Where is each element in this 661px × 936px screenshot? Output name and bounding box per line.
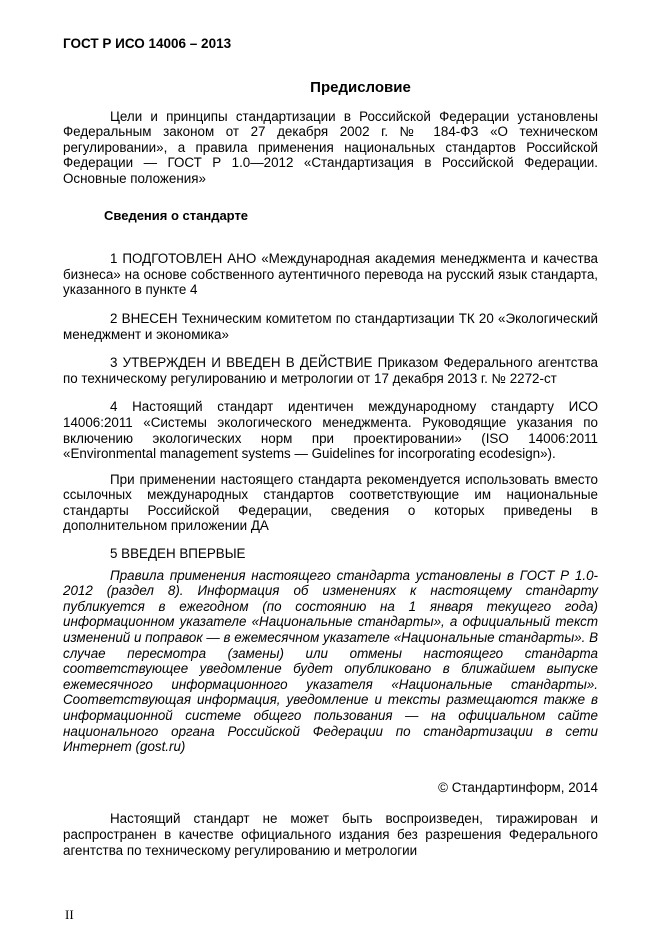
info-item-1: 1 ПОДГОТОВЛЕН АНО «Международная академия менеджмента и качества бизнеса» на основе собственного аутентичного перевода на русский язык стандарта, указанного в пункте 4 [63, 251, 598, 298]
page-number: II [65, 907, 74, 922]
document-header: ГОСТ Р ИСО 14006 – 2013 [63, 36, 232, 51]
copyright-line: © Стандартинформ, 2014 [438, 779, 598, 795]
page-content [63, 80, 598, 858]
section-heading: Сведения о стандарте [104, 207, 249, 223]
page-title: Предисловие [310, 79, 411, 96]
rules-note: Правила применения настоящего стандарта установлены в ГОСТ Р 1.0-2012 (раздел 8). Информация об изменениях к настоящему стандарту публикуется в ежегодном (по состоянию на 1 января текущего года) информационном указателе «Национальные стандарты», а официальный текст изменений и поправок — в ежемесячном указателе «Национальные стандарты». В случае пересмотра (замены) или отмены настоящего стандарта соответствующее уведомление будет опубликовано в ближайшем выпуске ежемесячного информационного указателя «Национальные стандарты». Соответствующая информация, уведомление и тексты размещаются также в информационной системе общего пользования — на официальном сайте национального органа Российской Федерации по стандартизации в сети Интернет (gost.ru) [63, 567, 598, 755]
reproduction-notice: Настоящий стандарт не может быть воспроизведен, тиражирован и распространен в качестве официального издания без разрешения Федерального агентства по техническому регулированию и метрологии [63, 811, 598, 858]
info-item-3: 3 УТВЕРЖДЕН И ВВЕДЕН В ДЕЙСТВИЕ Приказом Федерального агентства по техническому регулированию и метрологии от 17 декабря 2013 г. № 2272-ст [63, 355, 598, 386]
preface-intro: Цели и принципы стандартизации в Российской Федерации установлены Федеральным законом от 27 декабря 2002 г. № 184-ФЗ «О техническом регулировании», а правила применения национальных стандартов Российской Федерации — ГОСТ Р 1.0—2012 «Стандартизация в Российской Федерации. Основные положения» [63, 108, 598, 186]
info-item-4-note: При применении настоящего стандарта рекомендуется использовать вместо ссылочных международных стандартов соответствующие им национальные стандарты Российской Федерации, сведения о которых приведены в дополнительном приложении ДА [63, 471, 598, 534]
info-item-2: 2 ВНЕСЕН Техническим комитетом по стандартизации ТК 20 «Экологический менеджмент и экономика» [63, 310, 598, 342]
info-item-4: 4 Настоящий стандарт идентичен международному стандарту ИСО 14006:2011 «Системы экологического менеджмента. Руководящие указания по включению экологических норм при проектировании» (ISO 14006:2011 «Environmental management systems — Guidelines for incorporating ecodesign»). [63, 399, 598, 462]
info-item-5: 5 ВВЕДЕН ВПЕРВЫЕ [110, 546, 246, 562]
